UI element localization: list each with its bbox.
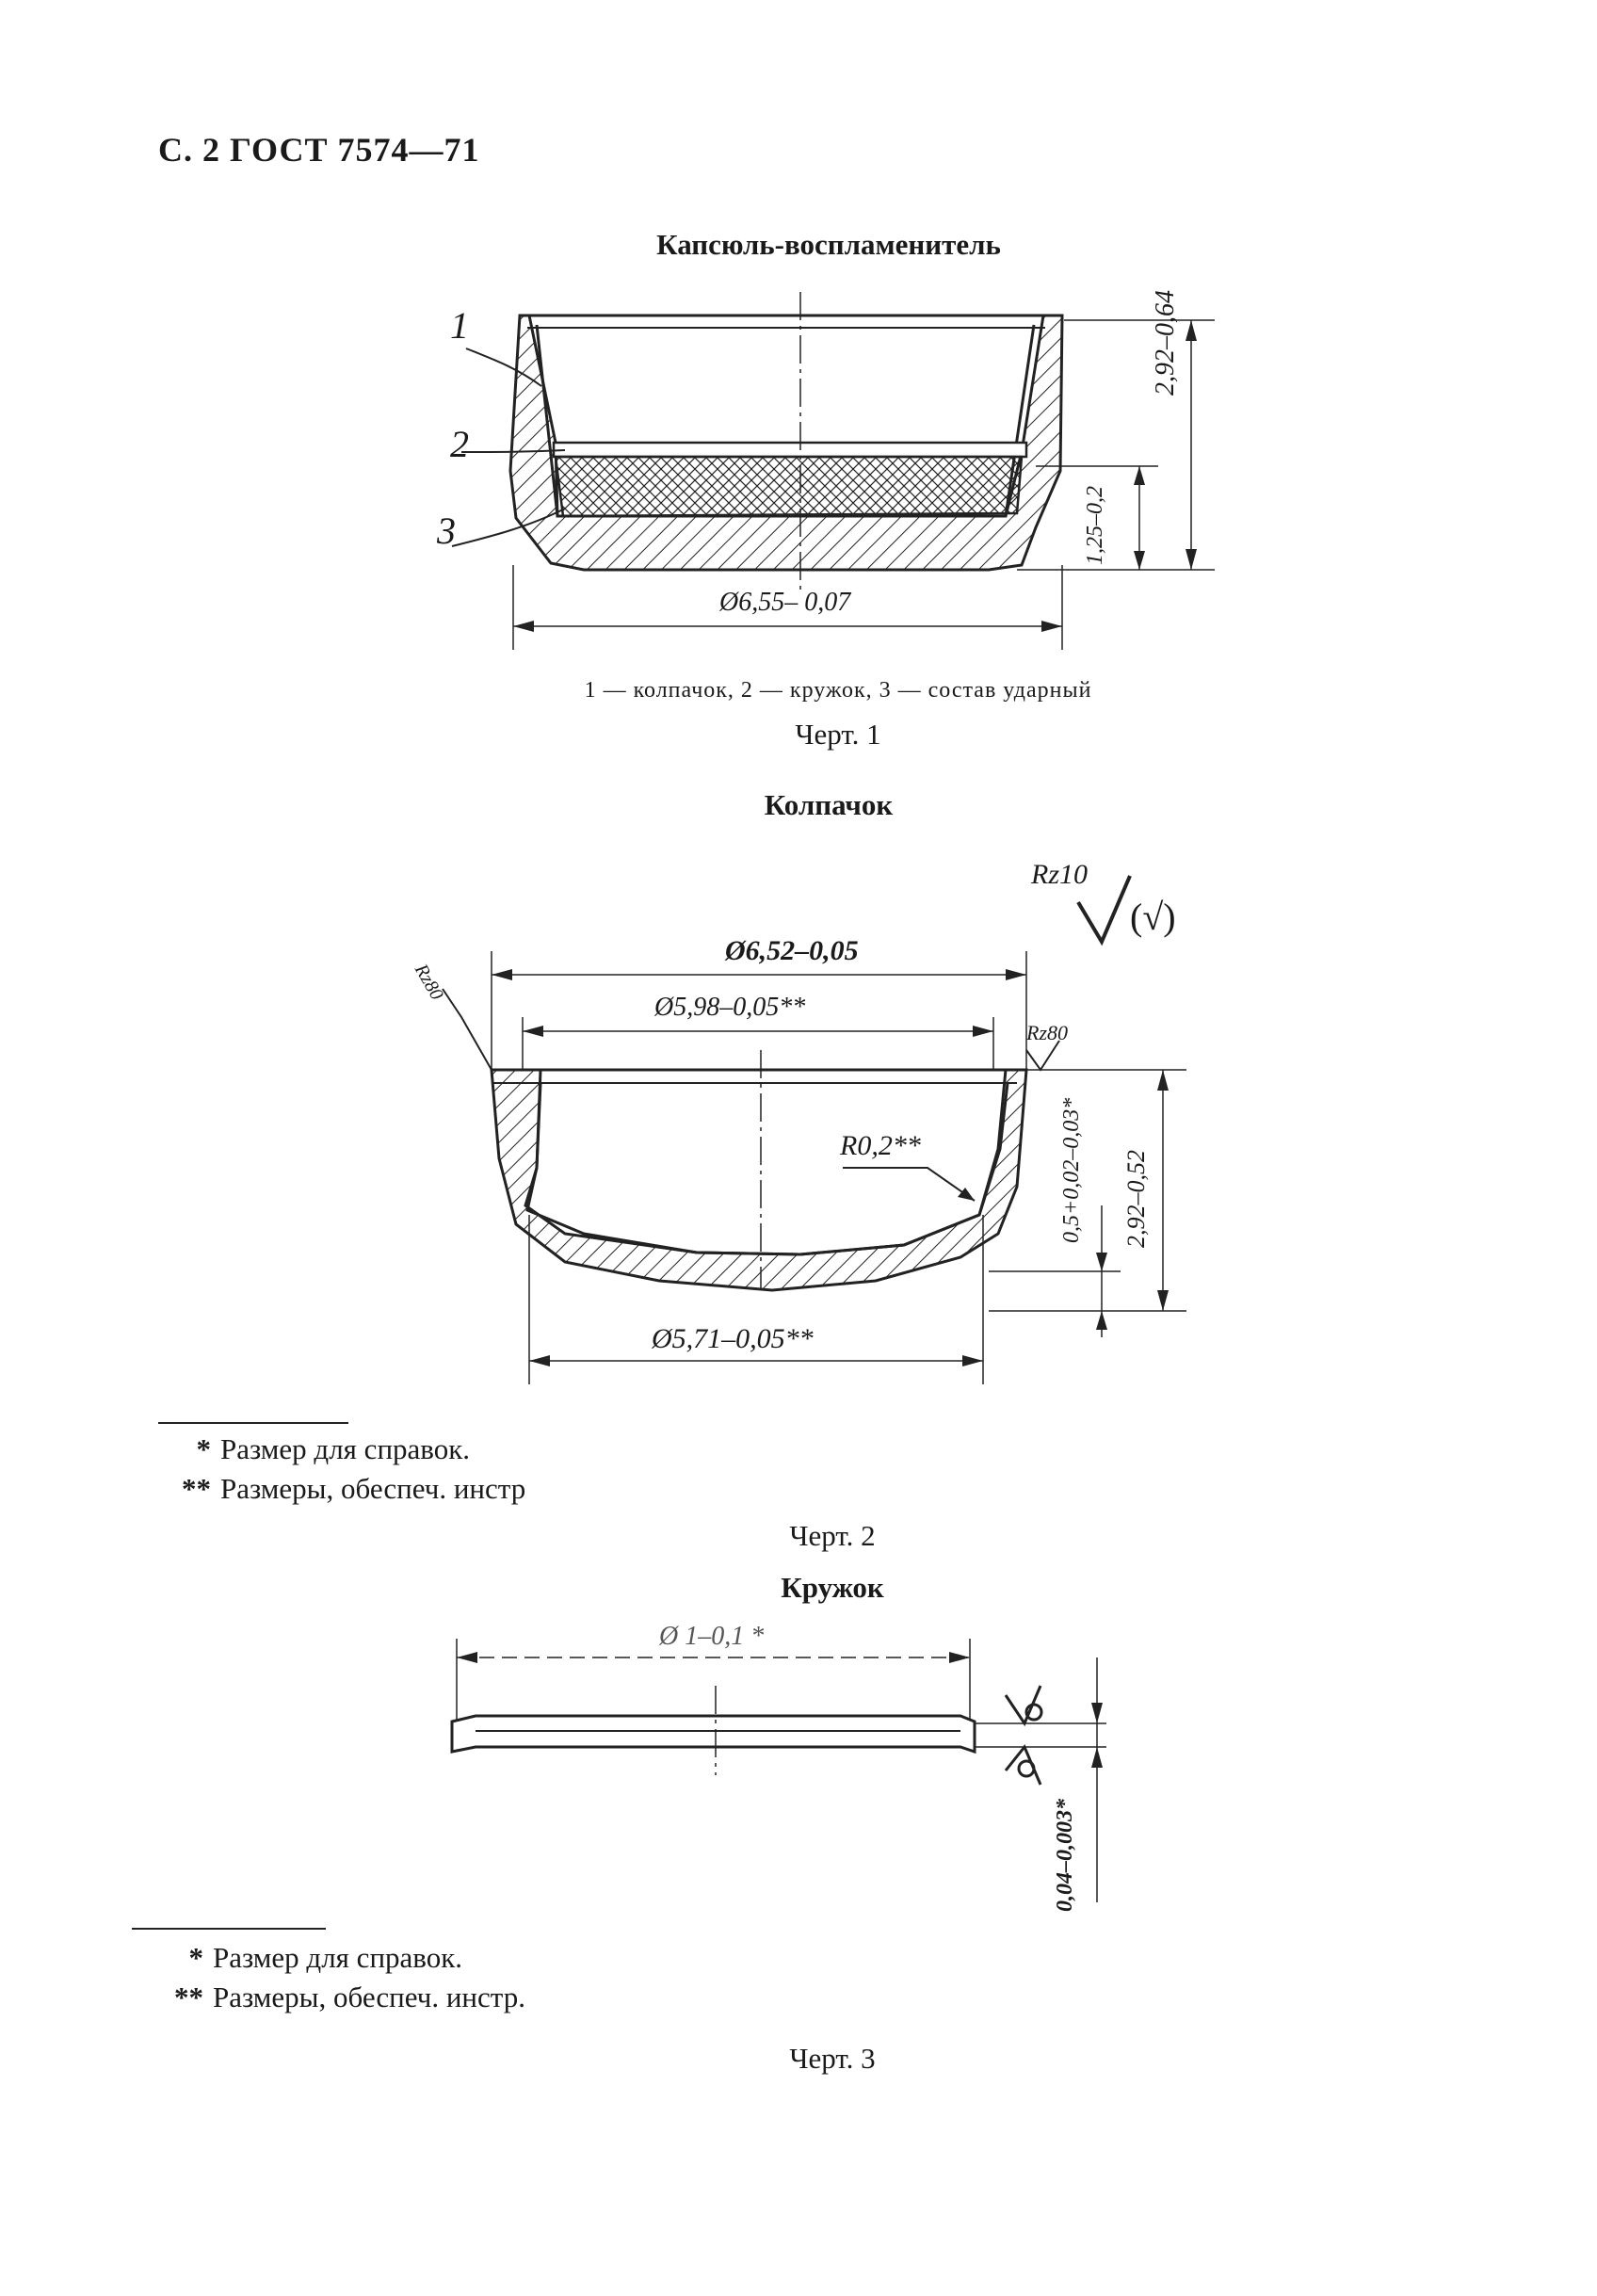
fig2-dim-wall: 0,5+0,02–0,03* (1059, 1097, 1084, 1243)
fig2-dim-inner: Ø5,98–0,05** (654, 993, 806, 1022)
fig3-dim-diameter: Ø 1–0,1 * (659, 1622, 765, 1651)
fig3-note-2 (151, 1978, 525, 2017)
fig3-note-1-text: Размер для справок. (213, 1941, 463, 1974)
page-header: С. 2 ГОСТ 7574—71 (158, 131, 480, 169)
fig1-caption: Черт. 1 (795, 718, 881, 751)
fig2-rz-right: Rz80 (1026, 1021, 1068, 1044)
fig2-note-1-text: Размер для справок. (220, 1432, 471, 1465)
fig1-title: Капсюль-воспламенитель (656, 228, 1001, 261)
fig3-note-2-text: Размеры, обеспеч. инстр. (213, 1981, 525, 2013)
fig2-roughness-symbol: Rz10 (1031, 859, 1088, 890)
fig2-dim-outer: Ø6,52–0,05 (725, 935, 859, 966)
fig1-callout-1: 1 (450, 304, 469, 347)
fig2-dim-bottom: Ø5,71–0,05** (652, 1323, 814, 1354)
fig2-dim-height: 2,92–0,52 (1122, 1150, 1150, 1248)
fig2-rz-left: Rz80 (410, 961, 447, 1004)
fig1-dim-layer: 1,25–0,2 (1083, 486, 1107, 565)
fig3-note-rule (132, 1928, 326, 1930)
fig3-dim-thickness: 0,04–0,003* (1053, 1799, 1077, 1912)
fig2-radius-label: R0,2** (840, 1130, 921, 1161)
fig3-note-1-mark: * (188, 1941, 203, 1974)
fig2-roughness-bracket: (√) (1130, 896, 1176, 938)
fig1-dim-height: 2,92–0,64 (1151, 290, 1180, 396)
fig1-dim-diameter: Ø6,55– 0,07 (719, 588, 851, 617)
fig2-note-2-text: Размеры, обеспеч. инстр (220, 1472, 526, 1505)
fig3-note-2-mark: ** (174, 1981, 203, 2013)
fig3-note-1 (151, 1938, 462, 1978)
fig2-caption: Черт. 2 (789, 1519, 876, 1552)
fig1-legend: 1 — колпачок, 2 — кружок, 3 — состав ударный (584, 678, 1092, 703)
fig2-note-1-mark: * (196, 1432, 211, 1465)
fig3-caption: Черт. 3 (789, 2042, 876, 2075)
fig3-title: Кружок (781, 1571, 884, 1604)
fig1-callout-2: 2 (450, 423, 469, 465)
fig1-callout-3: 3 (437, 509, 456, 552)
fig2-note-2-mark: ** (182, 1472, 211, 1505)
fig2-title: Колпачок (764, 788, 894, 821)
